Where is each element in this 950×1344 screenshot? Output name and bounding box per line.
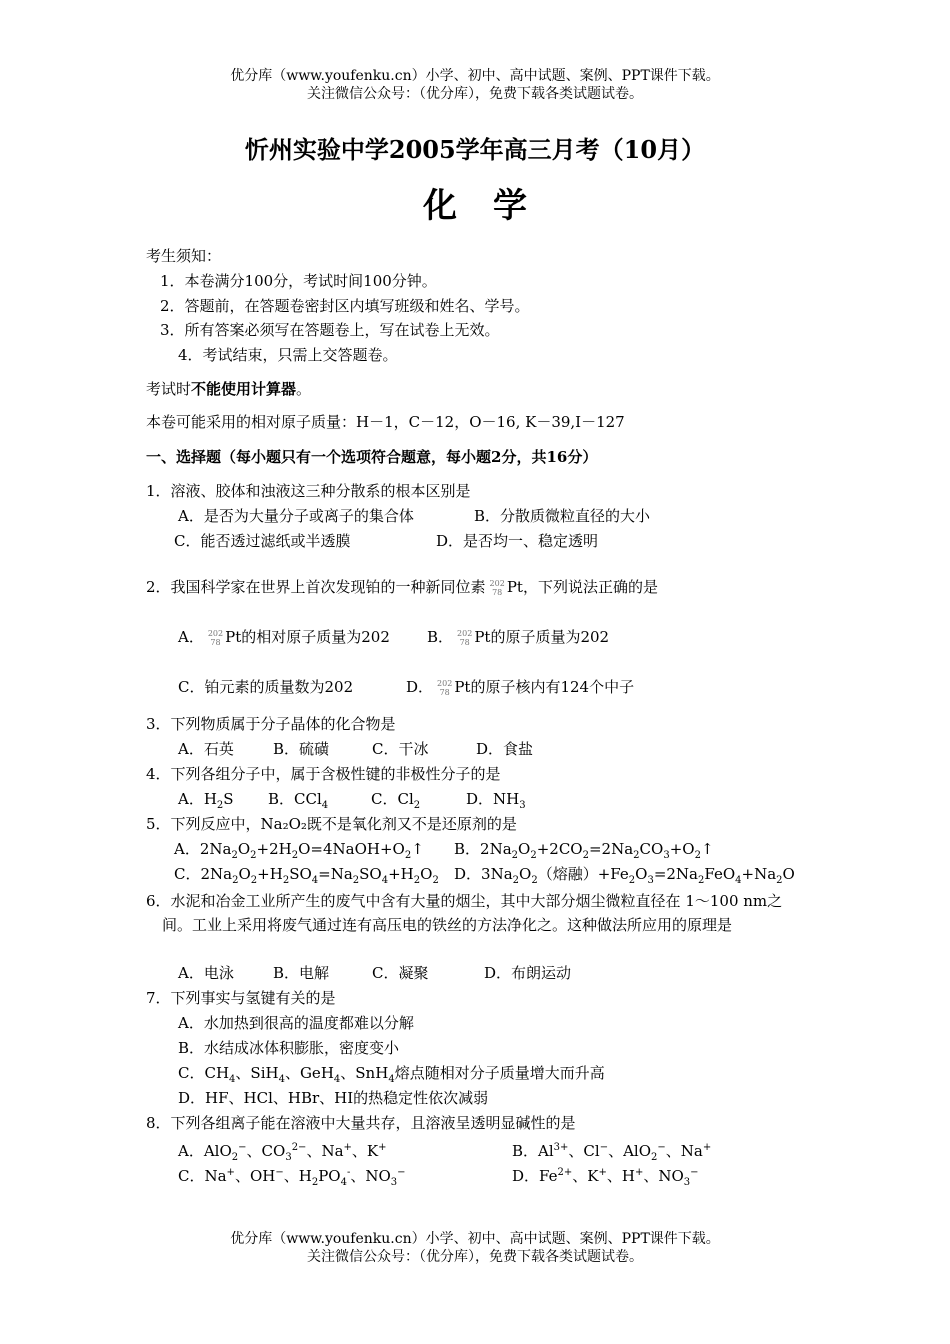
q2-option-d bbox=[406, 677, 634, 697]
header-line-1: 优分库（www.youfenku.cn）小学、初中、高中试题、案例、PPT课件下载。 bbox=[230, 68, 720, 84]
q5-option-c: C．$2Na_2O_2+H_2SO_4=Na_2SO_4+H_2O_2$ bbox=[174, 865, 439, 886]
q4-option-a: A．$H_2S$ bbox=[178, 790, 234, 811]
isotope-notation bbox=[457, 629, 472, 647]
calculator-notice bbox=[146, 379, 311, 399]
isotope-mass: 202 bbox=[457, 629, 473, 638]
q2-option-a bbox=[178, 627, 390, 647]
isotope-mass: 202 bbox=[437, 679, 453, 688]
exam-subject: 化学 bbox=[423, 186, 563, 226]
q8-option-a: A．AlO$_2$−、$CO_3^{2-}$、Na+、K+ bbox=[178, 1142, 387, 1163]
q2-a-post: 的相对原子质量为202 bbox=[241, 628, 390, 646]
q2-b-post: 的原子质量为202 bbox=[490, 628, 610, 646]
notice-item-3: 3．所有答案必须写在答题卷上，写在试卷上无效。 bbox=[160, 321, 500, 339]
isotope-notation bbox=[437, 679, 452, 697]
q5-option-d: D．$3Na_2O_2$（熔融）$+Fe_2O_3=2Na_2FeO_4+Na_2O$ bbox=[454, 865, 795, 886]
footer-line-1: 优分库（www.youfenku.cn）小学、初中、高中试题、案例、PPT课件下载。 bbox=[230, 1231, 720, 1247]
exam-title: 忻州实验中学2005学年高三月考（10月） bbox=[244, 135, 706, 164]
q6-stem-text: 6．水泥和冶金工业所产生的废气中含有大量的烟尘，其中大部分烟尘微粒直径在 1～100 nm之间。工业上采用将废气通过连有高压电的铁丝的方法净化之。这种做法所应用的原理是 bbox=[146, 892, 783, 934]
q3-option-a: A．石英 bbox=[178, 740, 234, 758]
isotope-symbol: Pt bbox=[225, 628, 242, 646]
header-line-2: 关注微信公众号：（优分库），免费下载各类试题试卷。 bbox=[307, 86, 643, 102]
q2-d-post: 的原子核内有124个中子 bbox=[470, 678, 635, 696]
isotope-symbol: Pt bbox=[506, 578, 523, 596]
q5-stem: 5．下列反应中，Na₂O₂既不是氧化剂又不是还原剂的是 bbox=[146, 815, 517, 833]
q2-stem-pre: 2．我国科学家在世界上首次发现铂的一种新同位素 bbox=[146, 578, 486, 596]
q1-option-c: C．能否透过滤纸或半透膜 bbox=[174, 532, 351, 550]
q1-option-a: A．是否为大量分子或离子的集合体 bbox=[178, 507, 414, 525]
isotope-atomic: 78 bbox=[439, 688, 450, 697]
q3-option-c: C．干冰 bbox=[372, 740, 429, 758]
q6-option-b: B．电解 bbox=[273, 964, 330, 982]
notice-item-2: 2．答题前，在答题卷密封区内填写班级和姓名、学号。 bbox=[160, 297, 530, 315]
q8-option-d: D．$Fe^{2+}$、K+、H+、$NO_3^-$ bbox=[512, 1167, 699, 1188]
isotope-notation bbox=[208, 629, 223, 647]
q4-option-b: B．CCl$_4$ bbox=[268, 790, 329, 811]
calc-bold: 不能使用计算器 bbox=[191, 380, 297, 398]
q6-stem bbox=[146, 889, 810, 937]
notice-item-4: 4．考试结束，只需上交答题卷。 bbox=[178, 346, 398, 364]
isotope-atomic: 78 bbox=[492, 588, 503, 597]
isotope-symbol: Pt bbox=[474, 628, 491, 646]
q1-option-d: D．是否均一、稳定透明 bbox=[436, 532, 599, 550]
q3-option-d: D．食盐 bbox=[476, 740, 534, 758]
q8-option-b: B．$Al^{3+}$、Cl−、AlO$_2$−、Na+ bbox=[512, 1142, 712, 1163]
q1-stem: 1．溶液、胶体和浊液这三种分散系的根本区别是 bbox=[146, 482, 471, 500]
q6-option-d: D．布朗运动 bbox=[484, 964, 572, 982]
q2-option-b bbox=[427, 627, 609, 647]
q2-stem-post: ，下列说法正确的是 bbox=[522, 578, 658, 596]
q2-b-pre: B． bbox=[427, 628, 454, 646]
isotope-atomic: 78 bbox=[459, 638, 470, 647]
q6-option-c: C．凝聚 bbox=[372, 964, 429, 982]
notice-heading: 考生须知： bbox=[146, 247, 222, 265]
q2-stem bbox=[146, 577, 658, 597]
isotope-notation bbox=[490, 579, 505, 597]
isotope-symbol: Pt bbox=[454, 678, 471, 696]
notice-item-1: 1．本卷满分100分，考试时间100分钟。 bbox=[160, 272, 437, 290]
q5-option-b: B．$2Na_2O_2+2CO_2=2Na_2CO_3+O_2↑$ bbox=[454, 840, 714, 861]
q7-option-c: C．$CH_4$、SiH$_4$、GeH$_4$、SnH$_4$熔点随相对分子质量增大而升高 bbox=[178, 1064, 605, 1085]
q4-stem: 4．下列各组分子中，属于含极性键的非极性分子的是 bbox=[146, 765, 501, 783]
q5-option-a: A．$2Na_2O_2+2H_2O=4NaOH+O_2↑$ bbox=[174, 840, 424, 861]
calc-suffix: 。 bbox=[296, 380, 312, 398]
q2-option-c: C．铂元素的质量数为202 bbox=[178, 678, 354, 696]
q4-option-d: D．$NH_3$ bbox=[466, 790, 526, 811]
isotope-mass: 202 bbox=[207, 629, 224, 638]
q6-option-a: A．电泳 bbox=[178, 964, 234, 982]
q3-stem: 3．下列物质属于分子晶体的化合物是 bbox=[146, 715, 396, 733]
q8-stem: 8．下列各组离子能在溶液中大量共存，且溶液呈透明显碱性的是 bbox=[146, 1114, 576, 1132]
section1-heading: 一、选择题（每小题只有一个选项符合题意，每小题2分，共16分） bbox=[146, 448, 598, 466]
calc-prefix: 考试时 bbox=[146, 380, 192, 398]
q4-option-c: C．$Cl_2$ bbox=[371, 790, 421, 811]
q7-option-d: D．HF、HCl、HBr、HI的热稳定性依次减弱 bbox=[178, 1089, 489, 1107]
isotope-atomic: 78 bbox=[210, 638, 221, 647]
q1-option-b: B．分散质微粒直径的大小 bbox=[474, 507, 651, 525]
q3-option-b: B．硫磺 bbox=[273, 740, 330, 758]
q7-stem: 7．下列事实与氢键有关的是 bbox=[146, 989, 336, 1007]
atomic-mass-note: 本卷可能采用的相对原子质量：H－1，C－12，O－16, K－39,I－127 bbox=[146, 413, 625, 431]
isotope-mass: 202 bbox=[489, 579, 505, 588]
footer-line-2: 关注微信公众号：（优分库），免费下载各类试题试卷。 bbox=[307, 1249, 643, 1265]
q2-a-pre: A． bbox=[178, 628, 204, 646]
q2-d-pre: D． bbox=[406, 678, 434, 696]
q8-option-c: C．Na+、OH−、$H_2PO_4^-$、$NO_3^-$ bbox=[178, 1167, 406, 1188]
q7-option-b: B．水结成冰体积膨胀，密度变小 bbox=[178, 1039, 400, 1057]
q7-option-a: A．水加热到很高的温度都难以分解 bbox=[178, 1014, 414, 1032]
